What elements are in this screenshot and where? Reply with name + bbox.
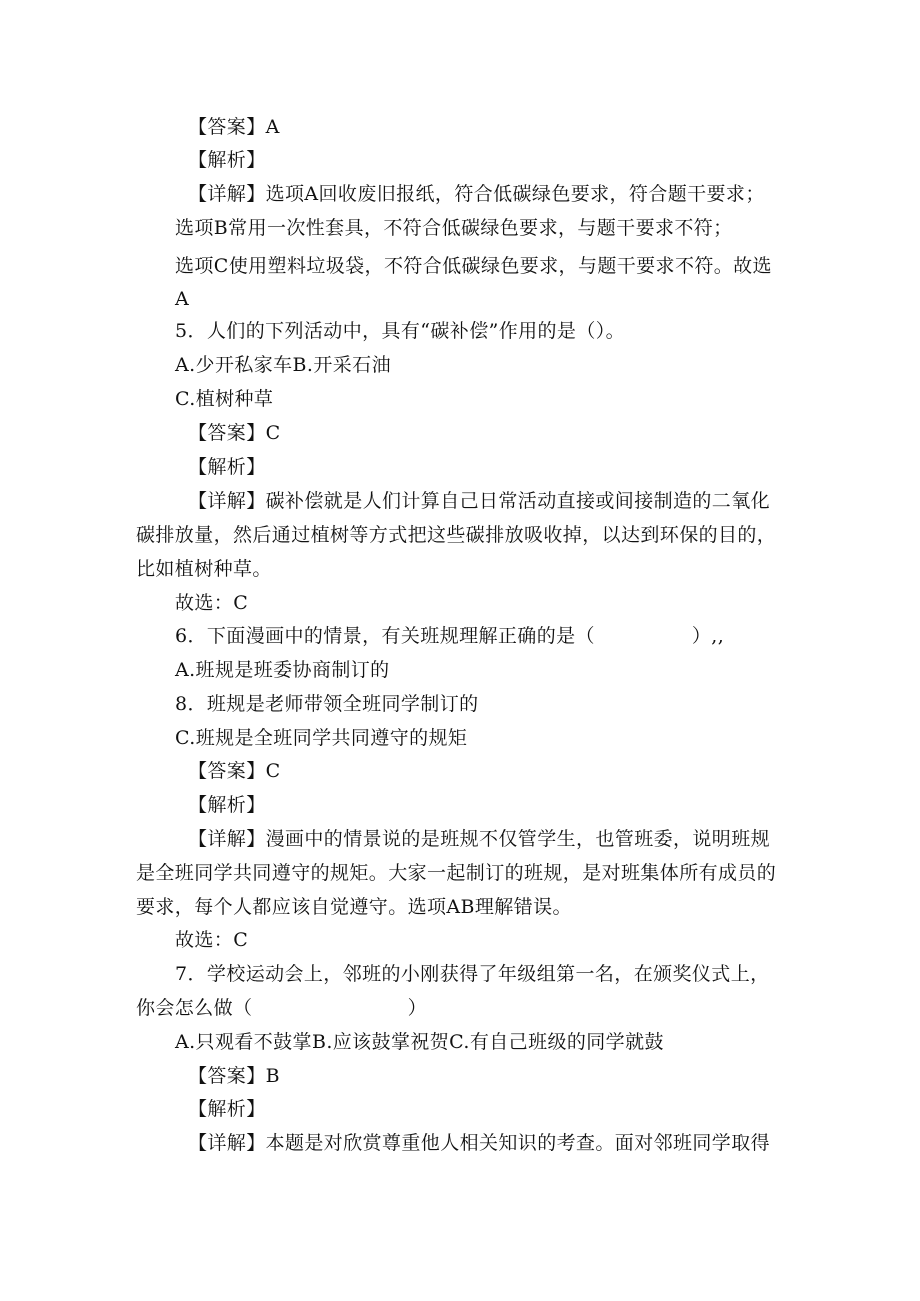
detail-text: A [175, 288, 190, 310]
detail-text: 选项B常用一次性套具，不符合低碳绿色要求，与题干要求不符； [175, 217, 733, 239]
choice-result: 故选：C [175, 929, 249, 951]
question-option: A.班规是班委协商制订的 [175, 659, 390, 681]
analysis-label: 【解析】 [188, 456, 266, 478]
answer-label: 【答案】C [188, 422, 281, 444]
question-option: C.植树种草 [175, 388, 274, 410]
answer-label: 【答案】A [188, 116, 280, 138]
analysis-label: 【解析】 [188, 794, 266, 816]
question-option: 8．班规是老师带领全班同学制订的 [175, 693, 479, 715]
detail-text: 【详解】碳补偿就是人们计算自己日常活动直接或间接制造的二氧化 [188, 490, 771, 512]
analysis-label: 【解析】 [188, 1098, 266, 1120]
question-6: 6．下面漫画中的情景，有关班规理解正确的是（ ）,, [175, 625, 725, 647]
question-option: A.只观看不鼓掌B.应该鼓掌祝贺C.有自己班级的同学就鼓 [175, 1031, 664, 1053]
question-option: C.班规是全班同学共同遵守的规矩 [175, 727, 468, 749]
question-5: 5．人们的下列活动中，具有“碳补偿”作用的是（）。 [175, 320, 626, 342]
detail-text: 比如植树种草。 [136, 558, 272, 580]
detail-text: 【详解】漫画中的情景说的是班规不仅管学生，也管班委，说明班规 [188, 828, 771, 850]
question-7-continued: 你会怎么做（ ） [136, 997, 428, 1019]
analysis-label: 【解析】 [188, 149, 266, 171]
detail-text: 是全班同学共同遵守的规矩。大家一起制订的班规，是对班集体所有成员的 [136, 862, 777, 884]
detail-text: 要求，每个人都应该自觉遵守。选项AB理解错误。 [136, 896, 572, 918]
question-option: A.少开私家车B.开采石油 [175, 354, 391, 376]
detail-text: 【详解】选项A回收废旧报纸，符合低碳绿色要求，符合题干要求； [188, 183, 765, 205]
answer-label: 【答案】B [188, 1065, 280, 1087]
detail-text: 碳排放量，然后通过植树等方式把这些碳排放吸收掉，以达到环保的目的， [136, 524, 777, 546]
detail-text: 选项C使用塑料垃圾袋，不符合低碳绿色要求，与题干要求不符。故选 [175, 255, 772, 277]
question-7: 7．学校运动会上，邻班的小刚获得了年级组第一名，在颁奖仪式上， [175, 963, 770, 985]
answer-label: 【答案】C [188, 760, 281, 782]
choice-result: 故选：C [175, 592, 249, 614]
detail-text: 【详解】本题是对欣赏尊重他人相关知识的考查。面对邻班同学取得 [188, 1132, 771, 1154]
